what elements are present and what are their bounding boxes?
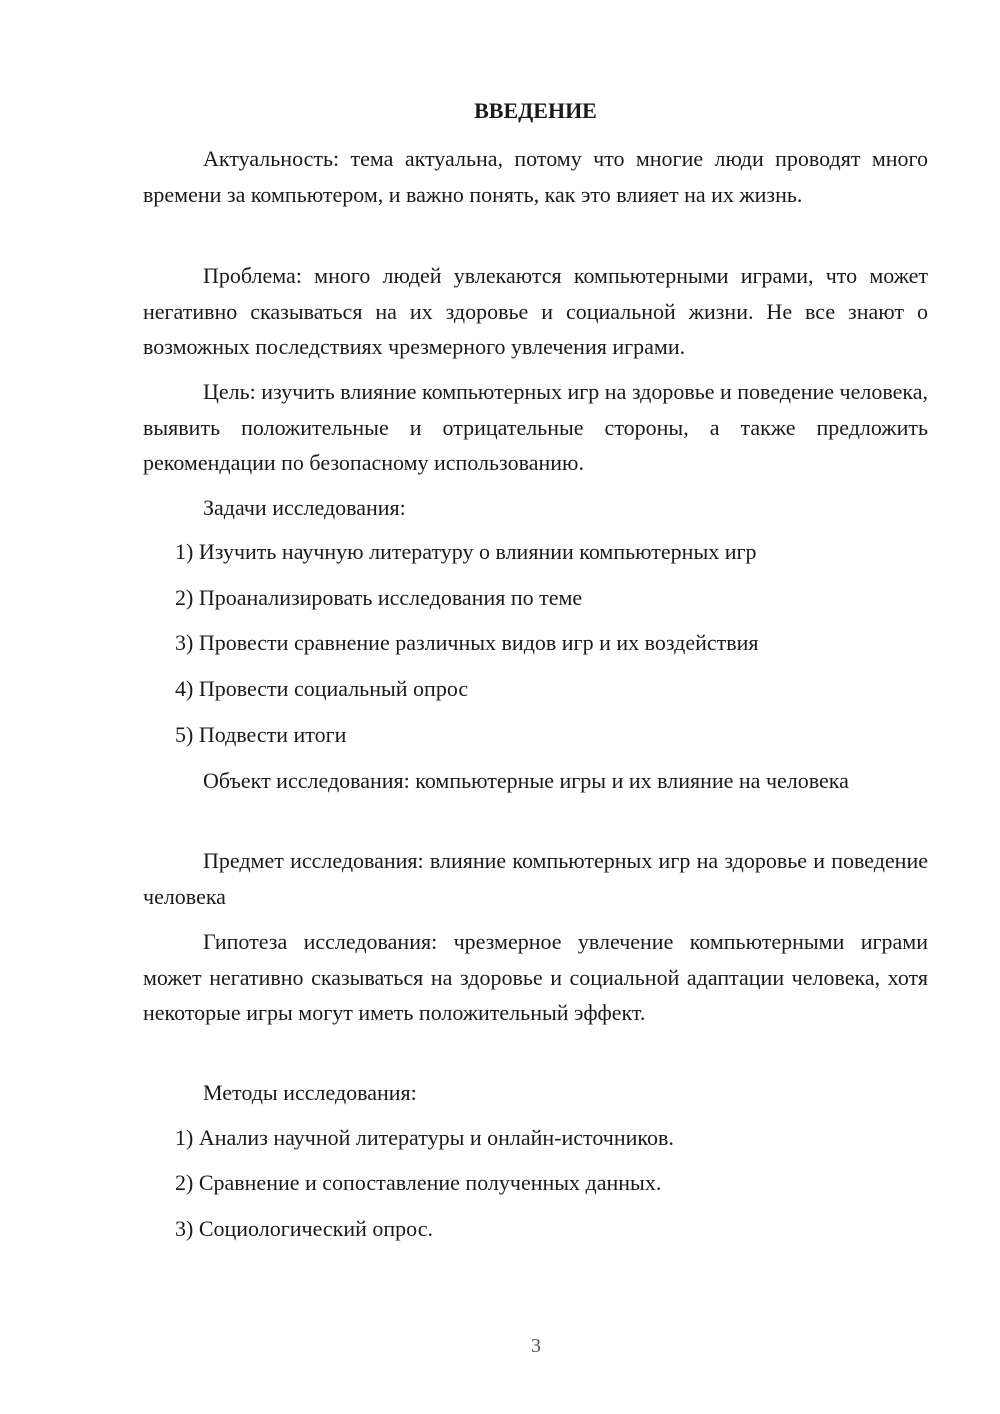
page-title: ВВЕДЕНИЕ <box>474 98 597 123</box>
task-item: 3) Провести сравнение различных видов игр и их воздействия <box>175 630 759 655</box>
method-item: 1) Анализ научной литературы и онлайн-источников. <box>175 1125 674 1150</box>
task-item: 2) Проанализировать исследования по теме <box>175 585 583 610</box>
subject-paragraph: Предмет исследования: влияние компьютерных игр на здоровье и поведение человека <box>143 848 928 909</box>
tasks-heading: Задачи исследования: <box>203 495 406 520</box>
method-item: 2) Сравнение и сопоставление полученных данных. <box>175 1170 662 1195</box>
goal-paragraph: Цель: изучить влияние компьютерных игр на здоровье и поведение человека, выявить положительные и отрицательные стороны, а также предложить рекомендации по безопасному использованию. <box>143 379 929 475</box>
methods-heading: Методы исследования: <box>203 1080 417 1105</box>
task-item: 5) Подвести итоги <box>175 722 347 747</box>
page-number: 3 <box>531 1335 541 1357</box>
task-item: 4) Провести социальный опрос <box>175 676 469 701</box>
task-item: 1) Изучить научную литературу о влиянии компьютерных игр <box>175 539 757 564</box>
object-paragraph: Объект исследования: компьютерные игры и их влияние на человека <box>203 768 849 793</box>
hypothesis-paragraph: Гипотеза исследования: чрезмерное увлечение компьютерными играми может негативно сказываться на здоровье и социальной адаптации человека, хотя некоторые игры могут иметь положительный эффект. <box>143 929 928 1025</box>
relevance-paragraph: Актуальность: тема актуальна, потому что многие люди проводят много времени за компьютером, и важно понять, как это влияет на их жизнь. <box>143 146 928 207</box>
method-item: 3) Социологический опрос. <box>175 1216 433 1241</box>
problem-paragraph: Проблема: много людей увлекаются компьютерными играми, что может негативно сказываться на их здоровье и социальной жизни. Не все знают о возможных последствиях чрезмерного увлечения играми. <box>143 263 928 359</box>
